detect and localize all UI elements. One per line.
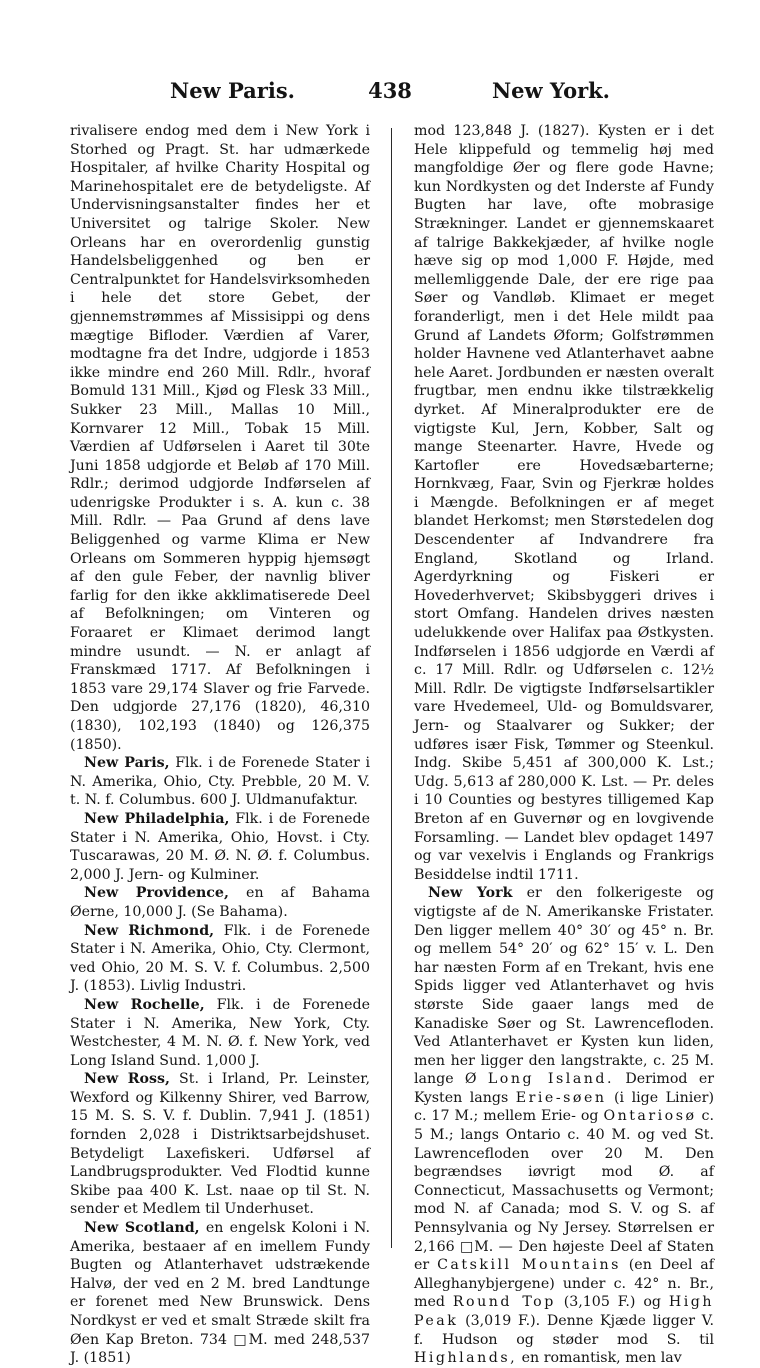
entry-body-part: (en Deel af Alleghanybjergene) under c. 42° n. Br., med (414, 1257, 714, 1311)
entry-body: en engelsk Koloni i N. Amerika, bestaaer af en imellem Fundy Bugten og Atlanterhavet udstrækende Halvø, der ved en 2 M. bred Landtunge er forenet med New Brunswick. Dens Nordkyst er ved et smalt Stræde skilt fra Øen Kap Breton. 734 □M. med 248,537 J. (1851) (70, 1220, 370, 1367)
entry-body-part: (3,019 F.). Denne Kjæde ligger V. f. Hudson og støder mod S. til (414, 1313, 714, 1348)
entry-new-providence (70, 884, 370, 921)
page-number: 438 (368, 78, 412, 103)
spaced-name: High Peak (414, 1294, 714, 1329)
entry-headword: New Ross, (84, 1071, 170, 1088)
entry-body-part: c. 5 M.; langs Ontario c. 40 M. og ved St. Lawrencefloden over 20 M. Den begrændses iøvrigt mod Ø. af Connecticut, Massachusetts og Vermont; mod N. af Canada; mod S. V. og S. af Pennsylvania og Ny Jersey. Størrelsen er 2,166 □M. — Den højeste Deel af Staten er (414, 1108, 714, 1274)
entry-headword: New Rochelle, (84, 996, 205, 1013)
entry-body-part: er den folkerigeste og vigtigste af de N. Amerikanske Fristater. Den ligger mellem 40° 30′ og 45° n. Br. og mellem 54° 20′ og 62° 15′ v. L. Den har næsten Form af en Trekant, hvis ene Spids ligger ved Atlanterhavet og hvis største Side gaaer langs med de Kanadiske Søer og St. Lawrencefloden. Ved Atlanterhavet er Kysten kun liden, men her ligger den langstrakte, c. 25 M. lange Ø (414, 885, 714, 1088)
entry-body: rivalisere endog med dem i New York i Storhed og Pragt. St. har udmærkede Hospitaler, af hvilke Charity Hospital og Marinehospitalet ere de betydeligste. Af Undervisningsanstalter findes her et Universitet og talrige Skoler. New Orleans har en overordenlig gunstig Handelsbeliggenhed og ben er Centralpunktet for Handelsvirksomheden i hele det store Gebet, der gjennemstrømmes af Missisippi og dens mægtige Bifloder. Værdien af Varer, modtagne fra det Indre, udgjorde i 1853 ikke mindre end 260 Mill. Rdlr., hvoraf Bomuld 131 Mill., Kjød og Flesk 33 Mill., Sukker 23 Mill., Mallas 10 Mill., Kornvarer 12 Mill., Tobak 15 Mill. Værdien af Udførselen i Aaret til 30te Juni 1858 udgjorde et Beløb af 170 Mill. Rdlr.; derimod udgjorde Indførselen af udenrigske Produkter i s. A. kun c. 38 Mill. Rdlr. — Paa Grund af dens lave Beliggenhed og varme Klima er New Orleans om Sommeren hyppig hjemsøgt af den gule Feber, der navnlig bliver farlig for den ikke akklimatiserede Deel af Befolkningen; om Vinteren og Foraaret er Klimaet derimod langt mindre usundt. — N. er anlagt af Franskmæd 1717. Af Befolkningen i 1853 vare 29,174 Slaver og frie Farvede. Den udgjorde 27,176 (1820), 46,310 (1830), 102,193 (1840) og 126,375 (1850). (70, 123, 370, 753)
entry-headword: New York (428, 885, 513, 902)
entry-headword: New Richmond, (84, 922, 215, 939)
entry-headword: New Providence, (84, 885, 229, 902)
entry-body: mod 123,848 J. (1827). Kysten er i det Hele klippefuld og temmelig høj med mangfoldige Øer og flere gode Havne; kun Nordkysten og det Inderste af Fundy Bugten har lave, ofte mobrasige Strækninger. Landet er gjennemskaaret af talrige Bakkekjæder, af hvilke nogle hæve sig op mod 1,000 F. Højde, med mellemliggende Dale, der ere rige paa Søer og Vandløb. Klimaet er meget foranderligt, men i det Hele mildt paa Grund af Landets Øform; Golfstrømmen holder Havnene ved Atlanterhavet aabne hele Aaret. Jordbunden er næsten overalt frugtbar, men endnu ikke tilstrækkelig dyrket. Af Mineralprodukter ere de vigtigste Kul, Jern, Kobber, Salt og mange Steenarter. Havre, Hvede og Kartofler ere Hovedsæbarterne; Hornkvæg, Faar, Svin og Fjerkræ holdes i Mængde. Befolkningen er af meget blandet Herkomst; men Størstedelen dog Descendenter af Indvandrere fra England, Skotland og Irland. Agerdyrkning og Fiskeri er Hovederhvervet; Skibsbyggeri drives i stort Omfang. Handelen drives næsten udelukkende over Halifax paa Østkysten. Indførselen i 1856 udgjorde en Værdi af c. 17 Mill. Rdlr. og Udførselen c. 12½ Mill. Rdlr. De vigtigste Indførselsartikler vare Hvedemeel, Uld- og Bomuldsvarer, Jern- og Staalvarer og Sukker; der udføres især Fisk, Tømmer og Steenkul. Indg. Skibe 5,451 af 300,000 K. Lst.; Udg. 5,613 af 280,000 K. Lst. — Pr. deles i 10 Counties og bestyres tilligemed Kap Breton af en Guvernør og en lovgivende Forsamling. — Landet blev opdaget 1497 og var vexelvis i Englands og Frankrigs Besiddelse indtil 1711. (414, 123, 714, 883)
entry-body: St. i Irland, Pr. Leinster, Wexford og Kilkenny Shirer, ved Barrow, 15 M. S. S. V. f. Dublin. 7,941 J. (1851) fornden 2,028 i Distriktsarbejdshuset. Betydeligt Laxefiskeri. Udførsel af Landbrugsprodukter. Ved Flodtid kunne Skibe paa 400 K. Lst. naae op til St. N. sender et Medlem til Underhuset. (70, 1071, 370, 1218)
entry-new-paris (70, 754, 370, 810)
entry-continuation-new-orleans (70, 122, 370, 754)
column-divider (391, 128, 392, 1248)
entry-body-part: en romantisk, men lav (517, 1350, 682, 1367)
entry-body-part: (i lige Linier) c. 17 M.; mellem Erie- og (414, 1089, 714, 1125)
left-column (70, 122, 370, 1368)
header-right-keyword: New York. (491, 78, 610, 103)
spaced-name: Erie-søen (515, 1089, 607, 1106)
entry-body: Flk. i de Forenede Stater i N. Amerika, Ohio, Cty. Prebble, 20 M. V. t. N. f. Columbus. 600 J. Uldmanufaktur. (70, 755, 370, 809)
entry-headword: New Paris, (84, 755, 170, 772)
spaced-name: Catskill Mountains (437, 1257, 621, 1274)
entry-body-part: Derimod er Kysten langs (414, 1071, 714, 1106)
entry-headword: New Scotland, (84, 1220, 200, 1237)
entry-new-scotland (70, 1219, 370, 1368)
header-left-keyword: New Paris. (170, 78, 295, 103)
spaced-name: Round Top (452, 1294, 556, 1311)
running-header (170, 78, 610, 108)
entry-new-philadelphia (70, 810, 370, 884)
entry-body: en af Bahama Øerne, 10,000 J. (Se Bahama). (70, 885, 370, 920)
entry-body: Flk. i de Forenede Stater i N. Amerika, Ohio, Hovst. i Cty. Tuscarawas, 20 M. Ø. N. Ø. f. Columbus. 2,000 J. Jern- og Kulminer. (70, 810, 371, 883)
entry-continuation-new-scotland (414, 122, 714, 884)
entry-new-york (414, 884, 714, 1367)
right-column (414, 122, 714, 1368)
entry-new-ross (70, 1070, 370, 1219)
entry-headword: New Philadelphia, (84, 810, 230, 827)
entry-body-part: (3,105 F.) og (555, 1294, 669, 1311)
entry-new-rochelle (70, 996, 370, 1070)
spaced-name: Highlands, (414, 1350, 518, 1367)
entry-new-richmond (70, 922, 370, 996)
spaced-name: Ontariosø (603, 1108, 697, 1125)
entry-body: Flk. i de Forenede Stater i N. Amerika, New York, Cty. Westchester, 4 M. N. Ø. f. New York, ved Long Island Sund. 1,000 J. (70, 996, 370, 1069)
entry-body: Flk. i de Forenede Stater i N. Amerika, Ohio, Cty. Clermont, ved Ohio, 20 M. S. V. f. Columbus. 2,500 J. (1853). Livlig Industri. (70, 922, 370, 995)
spaced-name: Long Island. (487, 1071, 615, 1088)
